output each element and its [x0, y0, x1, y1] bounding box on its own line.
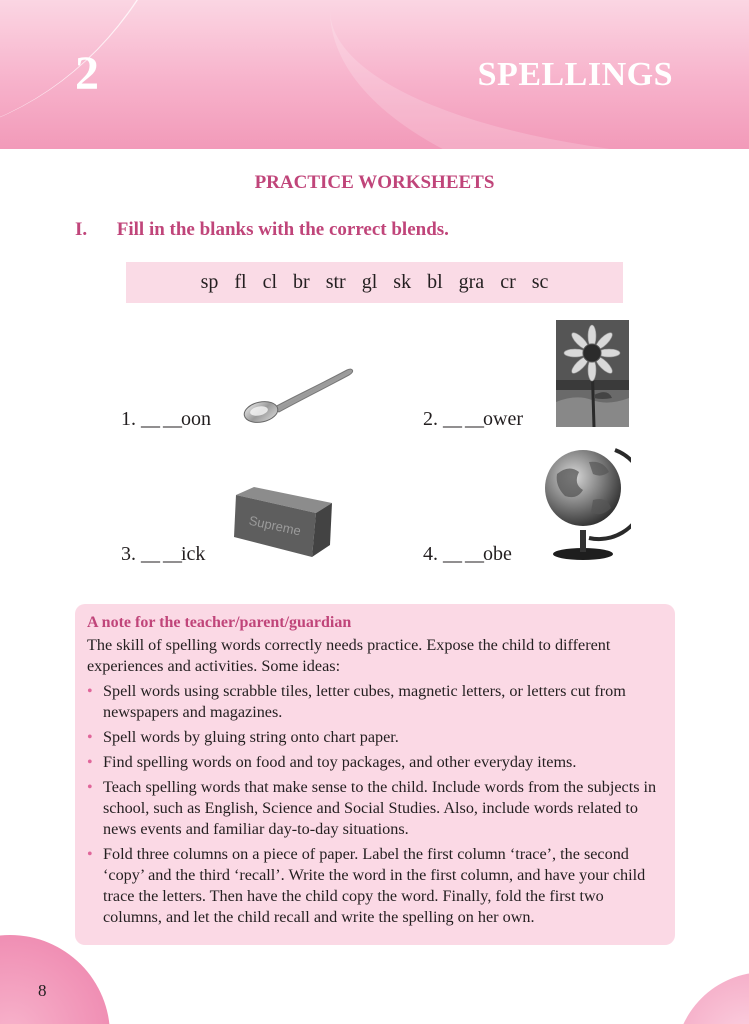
note-item: • Spell words by gluing string onto chart paper.: [87, 727, 665, 748]
question-number: 1.: [121, 408, 136, 430]
answer-blank[interactable]: __ __: [141, 408, 181, 430]
question-1: [121, 408, 211, 431]
blend-option: sp: [200, 271, 219, 293]
chapter-title: SPELLINGS: [477, 56, 673, 93]
sunflower-image: [556, 320, 629, 427]
blend-option: bl: [427, 271, 443, 293]
word-ending: oon: [181, 408, 211, 430]
brick-image: [232, 485, 336, 559]
note-item: • Find spelling words on food and toy packages, and other everyday items.: [87, 752, 665, 773]
word-ending: ower: [483, 408, 523, 430]
question-4: [423, 543, 512, 566]
answer-blank[interactable]: __ __: [141, 543, 181, 565]
blend-option: sk: [393, 271, 412, 293]
blend-option: gl: [361, 271, 378, 293]
instruction-number: I.: [75, 219, 88, 240]
blends-box: [126, 262, 623, 303]
note-item: • Spell words using scrabble tiles, letter cubes, magnetic letters, or letters cut from newspapers and magazines.: [87, 681, 665, 723]
question-number: 3.: [121, 543, 136, 565]
note-item: • Teach spelling words that make sense to the child. Include words from the subjects in school, such as English, Science and Social Studies. Also, include words related to news events and familiar day-to-day situations.: [87, 777, 665, 840]
blend-option: sc: [531, 271, 549, 293]
teacher-note-box: [75, 604, 675, 945]
spoon-image: [243, 364, 356, 426]
page-number: 8: [38, 981, 47, 1000]
answer-blank[interactable]: __ __: [443, 408, 483, 430]
blend-option: cl: [262, 271, 278, 293]
chapter-header: [0, 0, 749, 149]
instruction: [75, 219, 449, 241]
note-title: A note for the teacher/parent/guardian: [87, 614, 352, 631]
corner-decoration-right: [675, 972, 749, 1024]
note-item: • Fold three columns on a piece of paper. Label the first column ‘trace’, the second ‘copy’ and the third ‘recall’. Write the word in the first column, and have your child trace the letters. Then have the child copy the word. Finally, fold the first two columns, and let the child recall and write the spelling on her own.: [87, 844, 665, 928]
header-decorative-arc: [0, 0, 200, 140]
globe-image: [543, 438, 631, 562]
question-number: 2.: [423, 408, 438, 430]
question-number: 4.: [423, 543, 438, 565]
blend-option: fl: [234, 271, 247, 293]
question-2: [423, 408, 523, 431]
answer-blank[interactable]: __ __: [443, 543, 483, 565]
worksheet-title: PRACTICE WORKSHEETS: [254, 172, 495, 193]
chapter-number: 2: [75, 47, 100, 100]
brick-label: Supreme: [247, 512, 303, 539]
instruction-text: Fill in the blanks with the correct blends.: [116, 219, 449, 240]
note-intro: The skill of spelling words correctly needs practice. Expose the child to different experiences and activities. Some ideas:: [87, 636, 611, 675]
blend-option: gra: [458, 271, 485, 293]
word-ending: obe: [483, 543, 512, 565]
question-3: [121, 543, 205, 566]
blend-option: br: [293, 271, 310, 293]
blend-option: cr: [500, 271, 516, 293]
note-list: [87, 681, 665, 928]
word-ending: ick: [181, 543, 206, 565]
corner-decoration-left: [0, 935, 110, 1024]
blend-option: str: [325, 271, 346, 293]
